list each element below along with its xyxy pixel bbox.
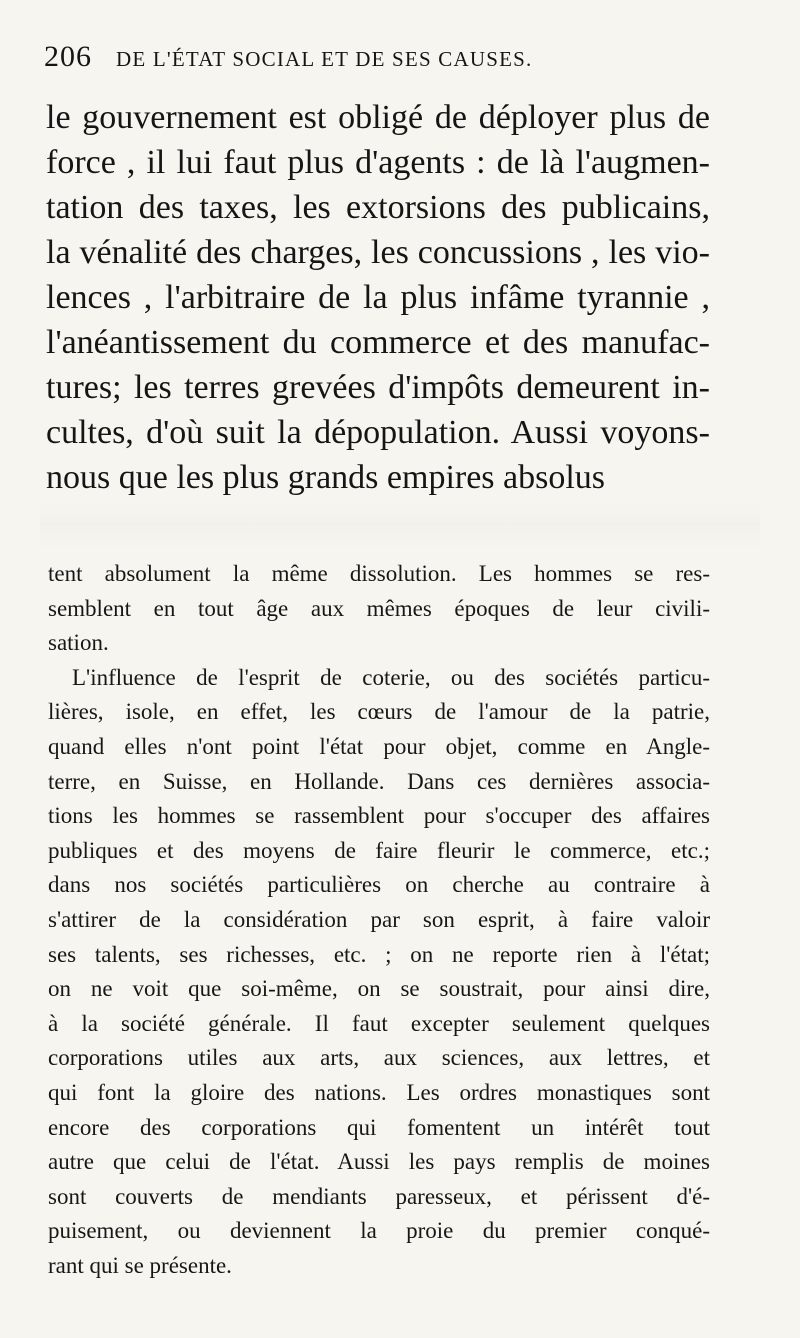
text-line: force , il lui faut plus d'agents : de là l'augmen- [46,144,710,181]
text-line: encore des corporations qui fomentent un intérêt tout [48,1114,710,1140]
text-line: sation. [48,630,109,656]
running-title: DE L'ÉTAT SOCIAL ET DE SES CAUSES. [116,47,533,71]
page-number: 206 [44,40,92,73]
text-line: lences , l'arbitraire de la plus infâme tyrannie , [46,279,710,316]
top-text-block [46,95,710,500]
text-line: tures; les terres grevées d'impôts demeurent in- [46,369,710,406]
text-line: ses talents, ses richesses, etc. ; on ne reporte rien à l'état; [48,941,710,967]
text-line: tent absolument la même dissolution. Les hommes se res- [48,561,710,586]
text-line: lières, isole, en effet, les cœurs de l'amour de la patrie, [48,699,710,725]
bottom-text-block [48,557,710,1283]
text-line: cultes, d'où suit la dépopulation. Aussi voyons- [46,414,710,451]
text-line: puisement, ou deviennent la proie du premier conqué- [48,1218,710,1244]
text-line: l'anéantissement du commerce et des manufac- [46,324,710,361]
text-line: corporations utiles aux arts, aux sciences, aux lettres, et [48,1045,710,1071]
text-line: quand elles n'ont point l'état pour objet, comme en Angle- [48,733,710,759]
text-line: nous que les plus grands empires absolus [46,459,606,496]
text-line: publiques et des moyens de faire fleurir le commerce, etc.; [48,837,710,863]
text-line: tation des taxes, les extorsions des publicains, [46,189,710,226]
text-line: qui font la gloire des nations. Les ordres monastiques sont [48,1079,710,1105]
text-line: rant qui se présente. [48,1252,232,1278]
text-line: le gouvernement est obligé de déployer plus de [46,99,710,136]
text-line: semblent en tout âge aux mêmes époques de leur civili- [48,595,710,621]
text-line: dans nos sociétés particulières on cherche au contraire à [48,872,710,898]
text-line: à la société générale. Il faut excepter seulement quelques [48,1010,710,1036]
text-line: la vénalité des charges, les concussions , les vio- [46,234,710,271]
text-line: on ne voit que soi-même, on se soustrait, pour ainsi dire, [48,976,710,1002]
show-through-text [40,500,760,550]
page-header [44,40,744,74]
text-line: s'attirer de la considération par son esprit, à faire valoir [48,906,710,932]
text-line: autre que celui de l'état. Aussi les pays remplis de moines [48,1149,710,1175]
text-line: terre, en Suisse, en Hollande. Dans ces dernières associa- [48,768,710,794]
text-line: L'influence de l'esprit de coterie, ou des sociétés particu- [72,664,710,690]
text-line: sont couverts de mendiants paresseux, et périssent d'é- [48,1183,710,1209]
text-line: tions les hommes se rassemblent pour s'occuper des affaires [48,803,710,829]
